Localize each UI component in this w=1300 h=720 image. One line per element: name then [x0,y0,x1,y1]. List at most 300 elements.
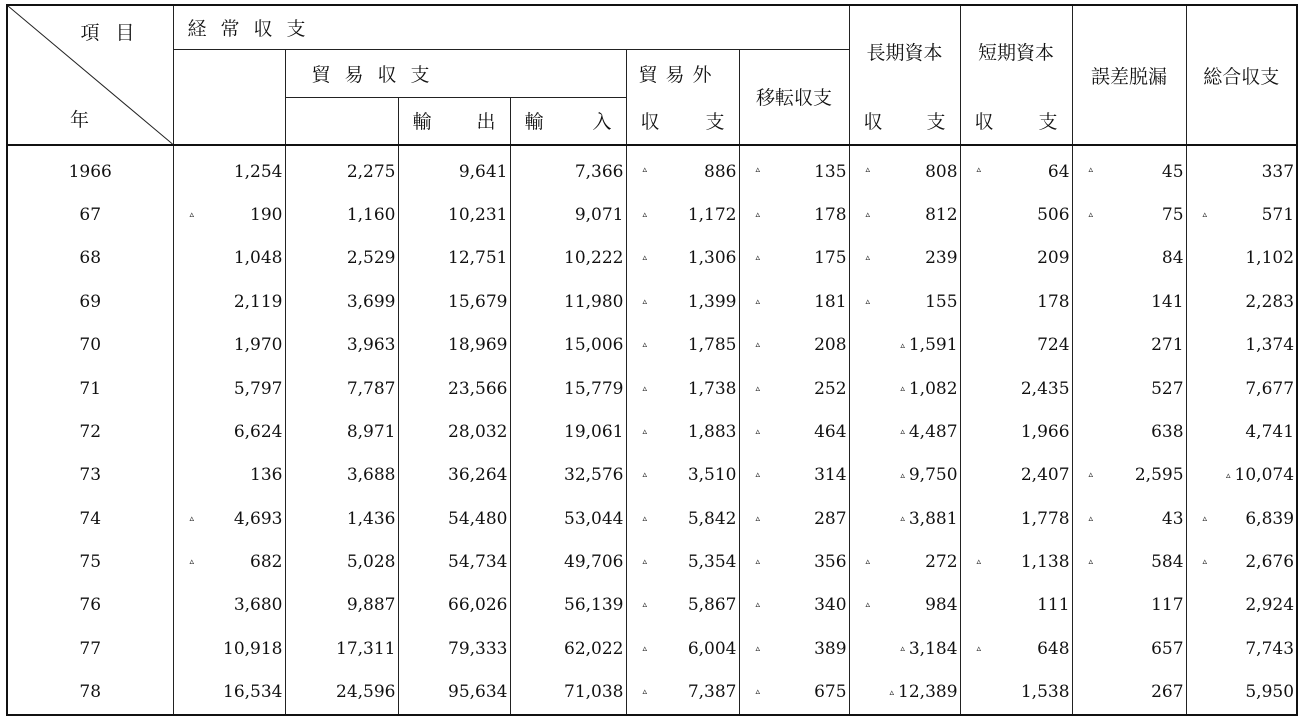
negative-marker-icon: ▵ [1202,557,1208,568]
value-text: 8,971 [346,421,396,442]
negative-marker-icon: ▵ [755,513,761,524]
value-text: 12,751 [448,248,508,269]
invisible-trade-cell [626,540,739,583]
value-text: 1,306 [687,248,737,269]
negative-marker-icon: ▵ [642,210,648,221]
value-text: 43 [1161,508,1184,529]
exports-cell [398,671,510,715]
invisible-trade-char-2: 支 [705,111,725,133]
year-cell: 74 [7,497,173,540]
short-term-capital-cell [960,627,1072,670]
value-text: 53,044 [564,508,624,529]
imports-char-1: 輸 [524,111,544,134]
value-text: 16,534 [223,682,283,703]
negative-marker-icon: ▵ [755,383,761,394]
invisible-trade-cell [626,367,739,410]
negative-marker-icon: ▵ [900,514,905,525]
value-text: 724 [1037,335,1070,356]
value-text: 56,139 [564,595,624,616]
short-term-capital-cell [960,497,1072,540]
imports-cell [510,145,626,193]
errors-omissions-cell [1072,454,1186,497]
value-text: 62,022 [564,638,624,659]
value-text: 181 [814,291,847,312]
table-row [7,367,1297,410]
value-text: 3,510 [687,465,737,486]
negative-marker-icon: ▵ [642,470,648,481]
table-row [7,454,1297,497]
negative-marker-icon: ▵ [642,643,648,654]
value-text: 886 [704,161,737,182]
negative-marker-icon: ▵ [189,557,195,568]
negative-marker-icon: ▵ [1202,210,1208,221]
value-text: 1,778 [1020,508,1070,529]
trade-balance-cell [285,367,398,410]
value-text: 5,354 [687,552,737,573]
value-text: 1,138 [1020,552,1070,573]
overall-balance-header: 総合収支 [1186,5,1297,145]
corner-item-label: 項目 [80,22,151,44]
value-text: 584 [1151,552,1184,573]
value-text: 64 [1047,161,1070,182]
invisible-trade-cell [626,671,739,715]
table-row [7,193,1297,236]
short-term-capital-cell [960,237,1072,280]
table-row [7,410,1297,453]
errors-omissions-cell [1072,237,1186,280]
value-text: 136 [250,465,283,486]
value-text: 95,634 [448,682,508,703]
exports-cell [398,193,510,236]
negative-marker-icon: ▵ [1088,470,1094,481]
table-row [7,324,1297,367]
exports-cell [398,145,510,193]
value-text: 2,676 [1245,552,1295,573]
value-text: 389 [814,638,847,659]
short-term-capital-cell [960,540,1072,583]
value-text: 464 [814,421,847,442]
exports-cell [398,237,510,280]
value-text: 1,374 [1245,335,1295,356]
invisible-trade-cell [626,145,739,193]
invisible-trade-cell [626,454,739,497]
transfers-header: 移転収支 [739,49,849,145]
trade-balance-header: 貿易収支 [285,49,626,97]
imports-cell [510,367,626,410]
trade-balance-cell [285,540,398,583]
value-text: 657 [1151,638,1184,659]
value-text: 1,883 [687,421,737,442]
errors-omissions-cell [1072,410,1186,453]
imports-cell [510,454,626,497]
year-cell: 70 [7,324,173,367]
imports-cell [510,410,626,453]
long-term-capital-cell [849,454,960,497]
short-term-char-2: 支 [1038,111,1058,133]
negative-marker-icon: ▵ [865,296,871,307]
negative-marker-icon: ▵ [900,427,905,438]
transfers-cell [739,584,849,627]
invisible-trade-cell [626,627,739,670]
value-text: 239 [925,248,958,269]
table-row [7,497,1297,540]
value-text: 111 [1037,595,1070,616]
value-text: 571 [1261,205,1295,226]
value-text: 675 [814,682,847,703]
year-cell: 71 [7,367,173,410]
value-text: 2,119 [233,291,283,312]
trade-balance-cell [285,671,398,715]
value-text: 1,591 [908,335,958,356]
negative-marker-icon: ▵ [189,513,195,524]
trade-balance-cell [285,584,398,627]
value-text: 10,231 [448,205,508,226]
balance-of-payments-table [6,4,1298,716]
trade-balance-cell [285,454,398,497]
value-text: 7,787 [346,378,396,399]
long-term-capital-cell [849,671,960,715]
exports-char-1: 輸 [412,111,432,134]
transfers-cell [739,540,849,583]
table-row [7,145,1297,193]
year-cell: 78 [7,671,173,715]
long-term-capital-cell [849,237,960,280]
short-term-capital-cell [960,145,1072,193]
overall-balance-cell [1186,454,1297,497]
value-text: 252 [814,378,847,399]
overall-balance-cell [1186,584,1297,627]
overall-balance-cell [1186,367,1297,410]
transfers-cell [739,145,849,193]
value-text: 4,741 [1245,421,1295,442]
errors-omissions-cell [1072,280,1186,323]
errors-omissions-cell [1072,324,1186,367]
negative-marker-icon: ▵ [642,253,648,264]
value-text: 24,596 [336,682,396,703]
short-term-capital-cell [960,454,1072,497]
overall-balance-cell [1186,324,1297,367]
current-account-cell [173,410,285,453]
errors-omissions-cell [1072,367,1186,410]
imports-cell [510,324,626,367]
negative-marker-icon: ▵ [642,687,648,698]
long-term-capital-cell [849,324,960,367]
value-text: 190 [250,205,283,226]
invisible-trade-balance-header [626,97,739,145]
overall-balance-cell [1186,237,1297,280]
table-row [7,540,1297,583]
negative-marker-icon: ▵ [1088,513,1094,524]
short-term-capital-cell [960,367,1072,410]
value-text: 45 [1161,161,1184,182]
value-text: 1,738 [687,378,737,399]
value-text: 11,980 [564,291,624,312]
imports-cell [510,671,626,715]
errors-omissions-cell [1072,540,1186,583]
value-text: 337 [1261,161,1295,182]
value-text: 7,677 [1245,378,1295,399]
value-text: 209 [1037,248,1070,269]
overall-balance-cell [1186,410,1297,453]
current-account-cell [173,540,285,583]
invisible-trade-cell [626,324,739,367]
long-term-balance-header [849,97,960,145]
corner-year-label: 年 [70,109,90,131]
year-cell: 67 [7,193,173,236]
value-text: 49,706 [564,552,624,573]
negative-marker-icon: ▵ [976,557,982,568]
invisible-trade-cell [626,497,739,540]
year-cell: 68 [7,237,173,280]
imports-char-2: 入 [592,111,612,134]
year-cell: 73 [7,454,173,497]
value-text: 2,275 [346,161,396,182]
short-term-capital-cell [960,584,1072,627]
table-body [7,145,1297,715]
value-text: 1,436 [346,508,396,529]
value-text: 682 [250,552,283,573]
value-text: 287 [814,508,847,529]
current-account-cell [173,145,285,193]
exports-cell [398,540,510,583]
current-account-cell [173,627,285,670]
errors-omissions-cell [1072,497,1186,540]
negative-marker-icon: ▵ [642,557,648,568]
value-text: 314 [814,465,847,486]
current-account-cell [173,584,285,627]
value-text: 10,074 [1234,465,1295,486]
value-text: 1,970 [233,335,283,356]
overall-balance-cell [1186,145,1297,193]
short-term-balance-header [960,97,1072,145]
year-cell: 1966 [7,145,173,193]
overall-balance-cell [1186,627,1297,670]
value-text: 32,576 [564,465,624,486]
value-text: 15,006 [564,335,624,356]
exports-cell [398,410,510,453]
value-text: 2,407 [1020,465,1070,486]
short-term-char-1: 収 [974,111,994,133]
transfers-cell [739,671,849,715]
value-text: 4,487 [908,421,958,442]
value-text: 7,366 [574,161,624,182]
value-text: 272 [925,552,958,573]
value-text: 9,887 [346,595,396,616]
negative-marker-icon: ▵ [1202,513,1208,524]
corner-header-cell [7,5,173,145]
long-term-capital-cell [849,410,960,453]
value-text: 1,538 [1020,682,1070,703]
value-text: 2,529 [346,248,396,269]
value-text: 178 [1037,291,1070,312]
short-term-capital-cell [960,324,1072,367]
trade-balance-cell [285,145,398,193]
negative-marker-icon: ▵ [755,643,761,654]
imports-cell [510,627,626,670]
value-text: 7,387 [687,682,737,703]
table-row [7,627,1297,670]
value-text: 5,797 [233,378,283,399]
value-text: 5,950 [1245,682,1295,703]
overall-balance-cell [1186,540,1297,583]
exports-cell [398,584,510,627]
invisible-trade-cell [626,280,739,323]
imports-cell [510,540,626,583]
exports-cell [398,454,510,497]
value-text: 135 [814,161,847,182]
value-text: 10,222 [564,248,624,269]
current-account-cell [173,454,285,497]
value-text: 638 [1151,421,1184,442]
negative-marker-icon: ▵ [976,643,982,654]
negative-marker-icon: ▵ [755,557,761,568]
transfers-cell [739,627,849,670]
invisible-trade-header: 貿易外 [626,49,739,97]
negative-marker-icon: ▵ [1088,164,1094,175]
transfers-cell [739,497,849,540]
long-term-capital-header: 長期資本 [849,5,960,97]
value-text: 1,172 [687,205,737,226]
value-text: 54,734 [448,552,508,573]
current-account-cell [173,324,285,367]
transfers-cell [739,193,849,236]
transfers-cell [739,367,849,410]
negative-marker-icon: ▵ [900,644,905,655]
value-text: 6,624 [233,421,283,442]
negative-marker-icon: ▵ [642,164,648,175]
negative-marker-icon: ▵ [865,164,871,175]
negative-marker-icon: ▵ [642,513,648,524]
value-text: 4,693 [233,508,283,529]
overall-balance-cell [1186,193,1297,236]
value-text: 267 [1151,682,1184,703]
value-text: 648 [1037,638,1070,659]
value-text: 1,966 [1020,421,1070,442]
value-text: 340 [814,595,847,616]
value-text: 6,004 [687,638,737,659]
value-text: 3,184 [908,638,958,659]
negative-marker-icon: ▵ [1088,557,1094,568]
negative-marker-icon: ▵ [755,253,761,264]
year-cell: 77 [7,627,173,670]
transfers-cell [739,237,849,280]
negative-marker-icon: ▵ [976,164,982,175]
trade-balance-cell [285,410,398,453]
long-term-capital-cell [849,584,960,627]
transfers-cell [739,280,849,323]
value-text: 75 [1161,205,1184,226]
exports-header [398,97,510,145]
value-text: 506 [1037,205,1070,226]
transfers-cell [739,324,849,367]
imports-cell [510,237,626,280]
value-text: 28,032 [448,421,508,442]
negative-marker-icon: ▵ [865,253,871,264]
value-text: 808 [925,161,958,182]
value-text: 66,026 [448,595,508,616]
value-text: 141 [1151,291,1184,312]
exports-cell [398,627,510,670]
long-term-capital-cell [849,497,960,540]
value-text: 271 [1151,335,1184,356]
errors-omissions-cell [1072,671,1186,715]
errors-omissions-header: 誤差脱漏 [1072,5,1186,145]
invisible-trade-char-1: 収 [640,111,660,133]
value-text: 356 [814,552,847,573]
imports-header [510,97,626,145]
table-row [7,280,1297,323]
negative-marker-icon: ▵ [755,210,761,221]
negative-marker-icon: ▵ [1226,470,1231,481]
negative-marker-icon: ▵ [755,426,761,437]
year-cell: 76 [7,584,173,627]
value-text: 36,264 [448,465,508,486]
negative-marker-icon: ▵ [900,384,905,395]
imports-cell [510,584,626,627]
value-text: 3,699 [346,291,396,312]
invisible-trade-cell [626,410,739,453]
value-text: 1,785 [687,335,737,356]
value-text: 3,963 [346,335,396,356]
long-term-capital-cell [849,145,960,193]
trade-balance-cell [285,497,398,540]
long-term-capital-cell [849,193,960,236]
value-text: 10,918 [223,638,283,659]
value-text: 9,641 [458,161,508,182]
value-text: 5,842 [687,508,737,529]
value-text: 1,102 [1245,248,1295,269]
short-term-capital-cell [960,410,1072,453]
exports-cell [398,497,510,540]
value-text: 2,435 [1020,378,1070,399]
negative-marker-icon: ▵ [889,687,895,698]
trade-balance-cell [285,193,398,236]
value-text: 7,743 [1245,638,1295,659]
value-text: 2,924 [1245,595,1295,616]
exports-cell [398,280,510,323]
negative-marker-icon: ▵ [642,600,648,611]
trade-balance-cell [285,280,398,323]
current-account-header: 経常収支 [173,5,849,49]
value-text: 2,595 [1134,465,1184,486]
value-text: 19,061 [564,421,624,442]
table-row [7,671,1297,715]
value-text: 71,038 [564,682,624,703]
errors-omissions-cell [1072,584,1186,627]
value-text: 117 [1151,595,1184,616]
long-term-capital-cell [849,280,960,323]
invisible-trade-cell [626,193,739,236]
exports-cell [398,324,510,367]
value-text: 9,071 [574,205,624,226]
invisible-trade-cell [626,237,739,280]
exports-char-2: 出 [476,111,496,134]
year-cell: 75 [7,540,173,583]
errors-omissions-cell [1072,627,1186,670]
negative-marker-icon: ▵ [642,296,648,307]
current-account-cell [173,497,285,540]
exports-cell [398,367,510,410]
value-text: 15,779 [564,378,624,399]
value-text: 178 [814,205,847,226]
value-text: 6,839 [1245,508,1295,529]
trade-balance-cell [285,237,398,280]
value-text: 2,283 [1245,291,1295,312]
value-text: 5,028 [346,552,396,573]
year-cell: 72 [7,410,173,453]
value-text: 79,333 [448,638,508,659]
value-text: 23,566 [448,378,508,399]
